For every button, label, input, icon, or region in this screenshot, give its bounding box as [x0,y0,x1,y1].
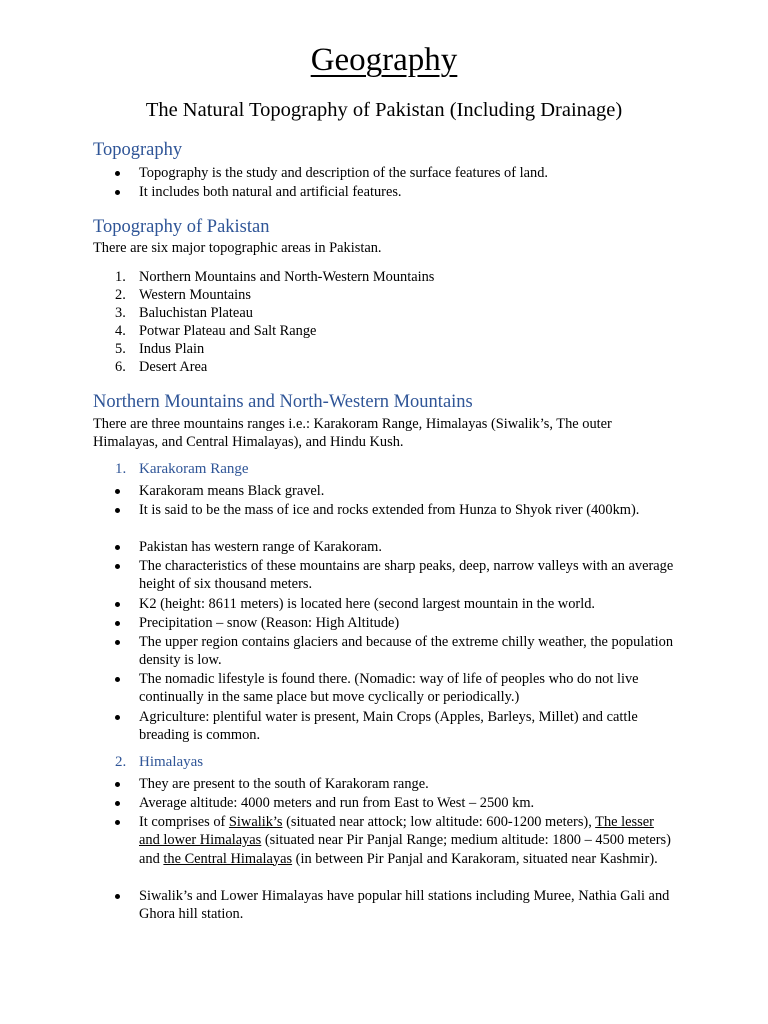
list-item: 5. Indus Plain [115,341,205,357]
bullet-icon [115,715,120,720]
bullet-icon [115,801,120,806]
list-item: Pakistan has western range of Karakoram. [115,538,675,556]
list-item: Agriculture: plentiful water is present, Main Crops (Apples, Barleys, Millet) and cattle breading is common. [115,708,675,745]
bullet-icon [115,894,120,899]
list-item: The upper region contains glaciers and because of the extreme chilly weather, the population density is low. [115,633,675,670]
bullet-icon [115,602,120,607]
list-item: Precipitation – snow (Reason: High Altitude) [115,614,675,632]
underlined-term: The lesser and lower Himalayas [139,814,654,849]
heading-topography-of-pakistan: Topography of Pakistan [93,217,270,237]
paragraph: There are six major topographic areas in Pakistan. [93,240,382,256]
list-item: It includes both natural and artificial features. [115,183,675,201]
bullet-icon [115,677,120,682]
underlined-term: Siwalik’s [228,814,283,830]
list-item: 6. Desert Area [115,359,208,375]
list-item: 1. Northern Mountains and North-Western Mountains [115,269,435,285]
bullet-icon [115,171,120,176]
heading-topography: Topography [93,140,183,160]
heading-northern-mountains: Northern Mountains and North-Western Mountains [93,392,473,412]
bullet-icon [115,640,120,645]
list-item: Karakoram means Black gravel. [115,482,675,500]
list-item: 4. Potwar Plateau and Salt Range [115,323,317,339]
bullet-icon [115,564,120,569]
list-item: It comprises of Siwalik’s (situated near attock; low altitude: 600-1200 meters), The lesser and lower Himalayas (situated near Pir Panjal Range; medium altitude: 1800 – 4500 meters) and the Central Himalayas (in between Pir Panjal and Karakoram, situated near Kashmir). [115,813,675,868]
bullet-icon [115,545,120,550]
bullet-icon [115,489,120,494]
list-item: K2 (height: 8611 meters) is located here (second largest mountain in the world. [115,595,675,613]
paragraph: There are three mountains ranges i.e.: Karakoram Range, Himalayas (Siwalik’s, The outer Himalayas, and Central Himalayas), and Hindu Kush. [93,416,612,451]
page-subtitle: The Natural Topography of Pakistan (Including Drainage) [145,99,623,121]
bullet-icon [115,621,120,626]
list-item: The characteristics of these mountains are sharp peaks, deep, narrow valleys with an average height of six thousand meters. [115,557,675,594]
list-item: Average altitude: 4000 meters and run from East to West – 2500 km. [115,794,675,812]
bullet-icon [115,820,120,825]
bullet-icon [115,782,120,787]
list-item: They are present to the south of Karakoram range. [115,775,675,793]
list-item: 3. Baluchistan Plateau [115,305,253,321]
list-item: Siwalik’s and Lower Himalayas have popular hill stations including Muree, Nathia Gali and Ghora hill station. [115,887,675,924]
bullet-icon [115,190,120,195]
bullet-icon [115,508,120,513]
list-item: Topography is the study and description of the surface features of land. [115,164,675,182]
page-title: Geography [310,42,458,78]
list-item: The nomadic lifestyle is found there. (Nomadic: way of life of peoples who do not live continually in the same place but move cyclically or periodically.) [115,670,675,707]
heading-karakoram-range: 1. Karakoram Range [115,461,249,477]
heading-himalayas: 2. Himalayas [115,754,204,770]
list-item: It is said to be the mass of ice and rocks extended from Hunza to Shyok river (400km). [115,501,675,519]
underlined-term: the Central Himalayas [163,850,293,867]
list-item: 2. Western Mountains [115,287,251,303]
